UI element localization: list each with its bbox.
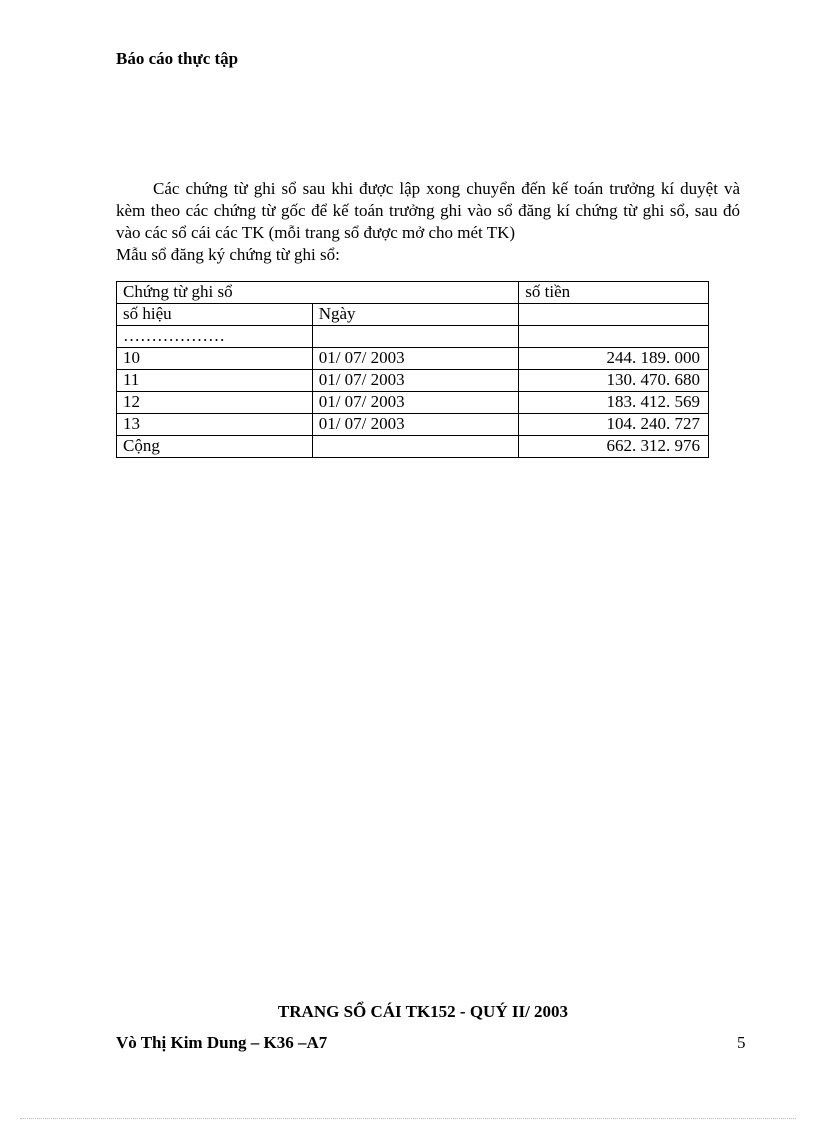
paragraph-text: Các chứng từ ghi sổ sau khi được lập xong chuyển đến kế toán trưởng kí duyệt và kèm theo các chứng từ gốc để kế toán trưởng ghi vào sổ đăng kí chứng từ ghi sổ, sau đó vào các sổ cái các TK (mỗi trang sổ được mở cho mét TK) [116, 179, 740, 242]
row-number-cell: 12 [117, 392, 313, 414]
date-header-cell: Ngày [312, 304, 519, 326]
table-subheader-row [117, 304, 709, 326]
page-bottom-rule [20, 1118, 796, 1119]
table-total-row [117, 436, 709, 458]
row-number-cell: 10 [117, 348, 313, 370]
amount-header-cell: số tiền [519, 282, 709, 304]
row-date-cell: 01/ 07/ 2003 [312, 348, 519, 370]
row-amount-cell: 104. 240. 727 [519, 414, 709, 436]
author-line: Vò Thị Kim Dung – K36 –A7 [116, 1033, 328, 1052]
section-title: TRANG SỔ CÁI TK152 - QUÝ II/ 2003 [277, 1002, 569, 1021]
row-date-cell: 01/ 07/ 2003 [312, 414, 519, 436]
row-number-cell: 11 [117, 370, 313, 392]
total-amount-cell: 662. 312. 976 [519, 436, 709, 458]
voucher-register-table [116, 281, 709, 458]
empty-cell [312, 436, 519, 458]
row-amount-cell: 130. 470. 680 [519, 370, 709, 392]
table-row [117, 392, 709, 414]
row-number-cell: 13 [117, 414, 313, 436]
empty-cell [519, 304, 709, 326]
number-header-cell: số hiệu [117, 304, 313, 326]
table-row [117, 326, 709, 348]
total-label-cell: Cộng [117, 436, 313, 458]
table-row [117, 370, 709, 392]
body-paragraph [116, 178, 740, 244]
row-date-cell: 01/ 07/ 2003 [312, 370, 519, 392]
row-date-cell: 01/ 07/ 2003 [312, 392, 519, 414]
empty-cell [312, 326, 519, 348]
row-amount-cell: 183. 412. 569 [519, 392, 709, 414]
page-number: 5 [737, 1033, 746, 1052]
table-row [117, 414, 709, 436]
ellipsis-cell: ……………… [117, 326, 313, 348]
row-amount-cell: 244. 189. 000 [519, 348, 709, 370]
table-header-row [117, 282, 709, 304]
table-caption: Mẫu sổ đăng ký chứng từ ghi sổ: [116, 245, 340, 264]
group-header-cell: Chứng từ ghi sổ [117, 282, 519, 304]
empty-cell [519, 326, 709, 348]
page-header-title: Báo cáo thực tập [116, 49, 239, 68]
table-row [117, 348, 709, 370]
